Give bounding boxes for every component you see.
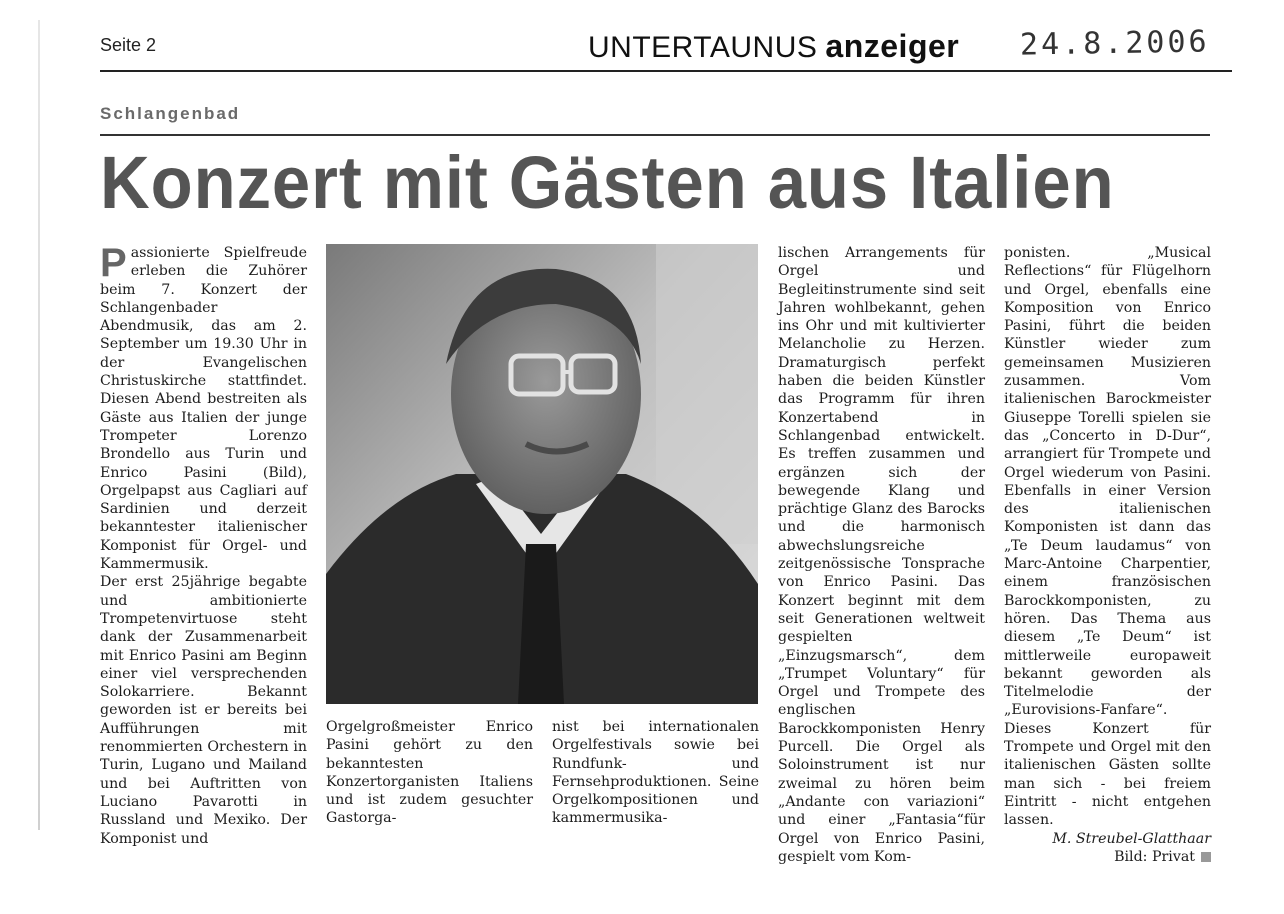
- header-rule: [100, 70, 1232, 72]
- article-headline: Konzert mit Gästen aus Italien: [100, 141, 1115, 224]
- column-3-lower-text: nist bei internationalen Orgelfestivals sowie bei Rundfunk- und Fernsehproduktionen. Seine Orgelkompositionen und kammermusika-: [552, 719, 759, 827]
- column-4-text: ponisten. „Musical Reflections“ für Flügelhorn und Orgel, ebenfalls eine Komposition von Enrico Pasini, führt die beiden Künstler wieder zum gemeinsamen Musizieren zusammen. Vom italienischen Barockmeister Giuseppe Torelli spielen sie das „Concerto in D-Dur“, arrangiert für Trompete und Orgel wiederum von Pasini. Ebenfalls in einer Version des italienischen Komponisten ist dann das „Te Deum laudamus“ von Marc-Antoine Charpentier, einem französischen Barockkomponisten, zu hören. Das Thema aus diesem „Te Deum“ ist mittlerweile europaweit bekannt geworden als Titelmelodie der „Eurovisions-Fanfare“. Dieses Konzert für Trompete und Orgel mit den italienischen Gästen sollte man sich - bei freiem Eintritt - nicht entgehen lassen.: [1004, 245, 1211, 829]
- photo-credit-line: [1004, 848, 1211, 866]
- author-byline: M. Streubel-Glatthaar: [1052, 830, 1211, 847]
- article-photo: [326, 244, 758, 704]
- scan-edge: [38, 20, 40, 830]
- page-header: [100, 24, 1232, 74]
- masthead-light: UNTERTAUNUS: [588, 31, 818, 64]
- article-column-3: [778, 244, 985, 866]
- article-column-3-lower: [552, 718, 759, 828]
- section-rule: [100, 134, 1210, 136]
- end-mark-icon: [1201, 852, 1211, 862]
- article-column-4: [1004, 244, 1211, 866]
- masthead-bold: anzeiger: [825, 28, 960, 64]
- drop-cap: P: [100, 241, 127, 285]
- article-column-2: [326, 718, 533, 828]
- paragraph-1: [100, 241, 307, 573]
- paragraph-1-text: assionierte Spielfreude erleben die Zuhörer beim 7. Konzert der Schlangenbader Abendmusik, das am 2. September um 19.30 Uhr in der Evangelischen Christuskirche stattfindet. Diesen Abend bestreiten als Gäste aus Italien der junge Trompeter Lorenzo Brondello aus Turin und Enrico Pasini (Bild), Orgelpapst aus Cagliari auf Sardinien und derzeit bekanntester italienischer Komponist für Orgel- und Kammermusik.: [100, 245, 307, 573]
- handwritten-date: 24.8.2006: [1019, 24, 1210, 63]
- newspaper-masthead: [588, 28, 959, 65]
- section-label: Schlangenbad: [100, 104, 241, 123]
- article-column-1: [100, 241, 307, 848]
- photo-credit: Bild: Privat: [1114, 848, 1195, 865]
- page-number: Seite 2: [100, 35, 157, 55]
- column-2-text: Orgelgroßmeister Enrico Pasini gehört zu den bekanntesten Konzertorganisten Italiens und ist zudem gesuchter Gastorga-: [326, 719, 533, 827]
- column-3-text: lischen Arrangements für Orgel und Begleitinstrumente sind seit Jahren wohlbekannt, gehen ins Ohr und mit kultivierter Melancholie zu Herzen. Dramaturgisch perfekt haben die beiden Künstler das Programm für ihren Konzertabend in Schlangenbad entwickelt. Es treffen zusammen und ergänzen sich der bewegende Klang und prächtige Glanz des Barocks und die harmonisch abwechslungsreiche zeitgenössische Tonsprache von Enrico Pasini. Das Konzert beginnt mit dem seit Generationen weltweit gespielten „Einzugsmarsch“, dem „Trumpet Voluntary“ für Orgel und Trompete des englischen Barockkomponisten Henry Purcell. Die Orgel als Soloinstrument ist nur zweimal zu hören beim „Andante con variazioni“ und einer „Fantasia“für Orgel von Enrico Pasini, gespielt vom Kom-: [778, 245, 985, 865]
- paragraph-2: Der erst 25jährige begabte und ambitionierte Trompetenvirtuose steht dank der Zusammenarbeit mit Enrico Pasini am Beginn einer viel versprechenden Solokarriere. Bekannt geworden ist er bereits bei Aufführungen mit renommierten Orchestern in Turin, Lugano und Mailand und bei Auftritten von Luciano Pavarotti in Russland und Mexiko. Der Komponist und: [100, 574, 307, 847]
